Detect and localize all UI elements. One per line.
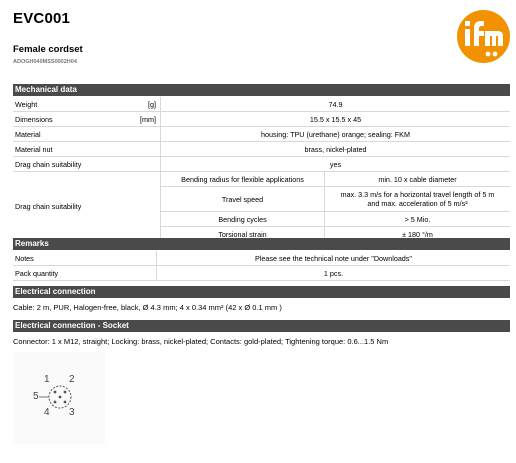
table-row xyxy=(13,142,510,157)
drag-chain-unit xyxy=(131,172,161,242)
mechanical-table xyxy=(13,97,510,242)
row-unit xyxy=(131,142,161,157)
section-mechanical-data: Mechanical data xyxy=(13,84,510,96)
row-label: Material xyxy=(13,127,131,142)
row-label: Weight xyxy=(13,97,131,112)
product-subtitle: Female cordset xyxy=(13,44,83,55)
row-unit xyxy=(131,127,161,142)
row-unit: [mm] xyxy=(131,112,161,127)
ifm-logo xyxy=(457,10,510,63)
product-title: EVC001 xyxy=(13,10,71,27)
table-row xyxy=(13,157,510,172)
row-label: Pack quantity xyxy=(13,266,157,281)
drag-chain-param: Bending radius for flexible applications xyxy=(161,172,325,187)
section-socket: Electrical connection - Socket xyxy=(13,320,510,332)
drag-chain-param: Travel speed xyxy=(161,187,325,212)
table-row xyxy=(13,112,510,127)
pin-diagram xyxy=(13,352,105,444)
table-row xyxy=(13,97,510,112)
row-value: 1 pcs. xyxy=(157,266,511,281)
electrical-text: Cable: 2 m, PUR, Halogen-free, black, Ø 4.3 mm; 4 x 0.34 mm² (42 x Ø 0.1 mm ) xyxy=(13,303,282,312)
row-label: Drag chain suitability xyxy=(13,157,131,172)
drag-chain-label: Drag chain suitability xyxy=(13,172,131,242)
pin-label-1: 1 xyxy=(44,374,50,385)
drag-chain-value: ± 180 °/m xyxy=(325,227,511,242)
drag-chain-param: Torsional strain xyxy=(161,227,325,242)
section-remarks: Remarks xyxy=(13,238,510,250)
row-label: Dimensions xyxy=(13,112,131,127)
section-electrical-connection: Electrical connection xyxy=(13,286,510,298)
socket-text: Connector: 1 x M12, straight; Locking: brass, nickel-plated; Contacts: gold-plated; Tightening torque: 0.6...1.5 Nm xyxy=(13,337,389,346)
row-value: Please see the technical note under "Downloads" xyxy=(157,251,511,266)
pin-label-5: 5 xyxy=(33,391,39,402)
row-label: Material nut xyxy=(13,142,131,157)
row-unit xyxy=(131,157,161,172)
row-value: 74.9 xyxy=(161,97,511,112)
row-value: yes xyxy=(161,157,511,172)
article-code: ADOGH040MSS0002H04 xyxy=(13,59,77,65)
row-label: Notes xyxy=(13,251,157,266)
remarks-table xyxy=(13,251,510,281)
drag-chain-value: > 5 Mio. xyxy=(325,212,511,227)
row-value: housing: TPU (urethane) orange; sealing: FKM xyxy=(161,127,511,142)
pin-label-3: 3 xyxy=(69,407,75,418)
table-row xyxy=(13,127,510,142)
table-row xyxy=(13,266,510,281)
table-row xyxy=(13,251,510,266)
pin-label-2: 2 xyxy=(69,374,75,385)
row-unit: [g] xyxy=(131,97,161,112)
row-value: 15.5 x 15.5 x 45 xyxy=(161,112,511,127)
row-value: brass, nickel-plated xyxy=(161,142,511,157)
drag-chain-param: Bending cycles xyxy=(161,212,325,227)
pin-label-4: 4 xyxy=(44,407,50,418)
drag-chain-value: min. 10 x cable diameter xyxy=(325,172,511,187)
drag-chain-value: max. 3.3 m/s for a horizontal travel length of 5 m and max. acceleration of 5 m/s² xyxy=(325,187,511,212)
table-row xyxy=(13,172,510,187)
